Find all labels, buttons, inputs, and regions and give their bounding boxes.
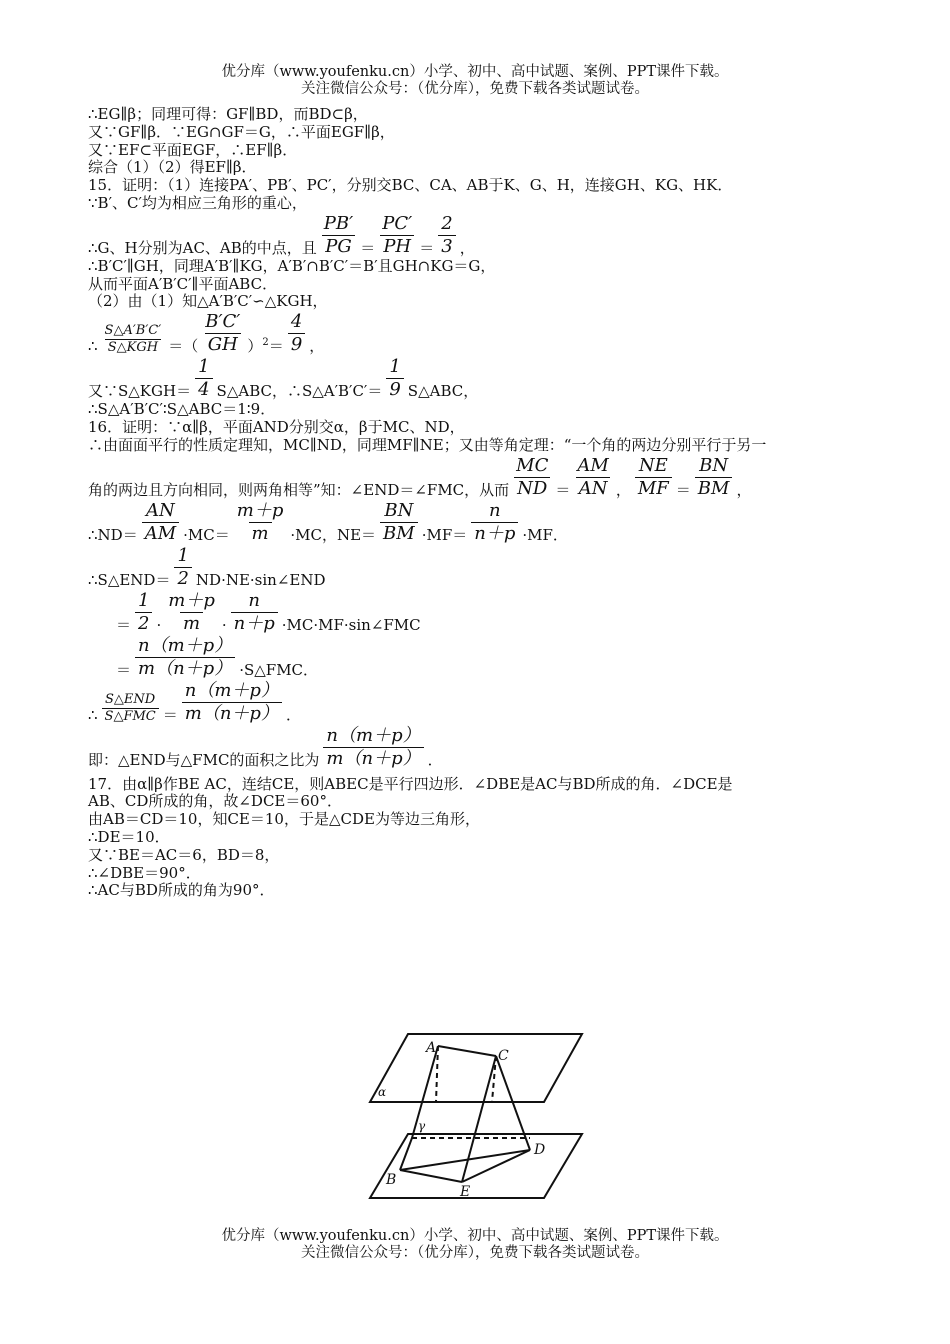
text-line: ∵B′、C′均为相应三角形的重心， (88, 193, 307, 212)
fraction-bn-bm-2: $\frac{BN}{BM}$ (380, 500, 418, 545)
fraction-one-half: $\frac{1}{2}$ (174, 545, 191, 590)
fraction-mp-m: $\frac{m+p}{m}$ (236, 499, 284, 544)
problem-15-start: 15．证明：（1）连接PA′、PB′、PC′，分别交BC、CA、AB于K、G、H，连接GH、KG、HK． (88, 176, 733, 195)
text-line: ∴B′C′∥GH，同理A′B′∥KG，A′B′∩B′C′＝B′且GH∩KG＝G， (88, 256, 496, 275)
header-line-1: 优分库（www.youfenku.cn）小学、初中、高中试题、案例、PPT课件下载。 (221, 64, 729, 80)
conclusion-row: 即：△END与△FMC的面积之比为 $\frac{n(m+p)}{m(n+p)}$ ． (88, 724, 443, 769)
label-gamma: γ (418, 1119, 426, 1133)
text-line: 又∵EF⊂平面EGF，∴EF∥β． (88, 140, 298, 159)
fraction-result-3: $\frac{n(m+p)}{m(n+p)}$ (323, 725, 423, 770)
fraction-area-ratio: $\frac{S\triangle A'B'C'}{\text{S△KGH}}$ (104, 323, 162, 356)
fraction-result-2: $\frac{n(m+p)}{m(n+p)}$ (182, 680, 282, 725)
fraction-mp-m-2: $\frac{m+p}{m}$ (168, 589, 215, 634)
segment-c-e (462, 1056, 496, 1182)
text-line: 又∵GF∥β．∵EG∩GF＝G，∴平面EGF∥β， (88, 122, 395, 141)
fraction-n-np-2: $\frac{n}{n+p}$ (231, 590, 278, 635)
text-line: 又∵BE＝AC＝6，BD＝8， (88, 845, 280, 864)
text-line: 从而平面A′B′C′∥平面ABC． (88, 274, 278, 293)
label-d: D (534, 1142, 546, 1158)
fraction-pb-pg: $\frac{PB'}{PG}$ (323, 212, 354, 257)
problem-16-start: 16．证明：∵α∥β，平面AND分别交α，β于MC、ND， (88, 417, 465, 436)
area-end-result-row: ＝ $\frac{n(m+p)}{m(n+p)}$ ·S△FMC． (116, 634, 319, 679)
text-line: 由AB＝CD＝10，知CE＝10，于是△CDE为等边三角形， (88, 810, 480, 829)
text-line: ∴S△A′B′C′∶S△ABC＝1∶9． (88, 400, 276, 419)
centroid-ratio-row: ∴G、H分别为AC、AB的中点，且 $\frac{PB'}{PG}$ ＝ $\frac{PC'}{PH}$ ＝ $\frac{2}{3}$ ， (88, 212, 475, 257)
text-line: （2）由（1）知△A′B′C′∽△KGH， (88, 292, 328, 311)
text-line: ∴由面面平行的性质定理知，MC∥ND，同理MF∥NE；又由等角定理：“一个角的两边分别平行于另一 (88, 435, 767, 454)
text-line: ∴AC与BD所成的角为90°． (88, 881, 275, 900)
geometry-figure (368, 1030, 584, 1202)
fraction-bc-gh: $\frac{B'C'}{GH}$ (205, 311, 241, 356)
text-line: AB、CD所成的角，故∠DCE＝60°． (88, 792, 342, 811)
text-line: ∴∠DBE＝90°． (88, 863, 201, 882)
segment-a-c (438, 1046, 496, 1056)
footer-line-2: 关注微信公众号：（优分库），免费下载各类试题试卷。 (301, 1245, 649, 1261)
fraction-two-thirds: $\frac{2}{3}$ (438, 213, 455, 258)
area-ratio-final-row: ∴ $\frac{\text{S△END}}{\text{S△FMC}}$ ＝ $\frac{n(m+p)}{m(n+p)}$ ． (88, 679, 301, 724)
text-line: ∴DE＝10． (88, 827, 170, 846)
area-ratio-row: ∴ $\frac{S\triangle A'B'C'}{\text{S△KGH}}$ ＝（ $\frac{B'C'}{GH}$ ）$^2$＝ $\frac{4}{9}$ ， (88, 311, 325, 356)
page-header (0, 64, 950, 98)
fraction-bn-bm: $\frac{BN}{BM}$ (695, 455, 733, 500)
area-end-row: ∴S△END＝ $\frac{1}{2}$ ND·NE·sin∠END (88, 544, 326, 589)
fraction-one-ninth: $\frac{1}{9}$ (386, 356, 403, 401)
text-line: ∴EG∥β；同理可得：GF∥BD，而BD⊂β， (88, 105, 368, 123)
label-alpha: α (378, 1085, 387, 1099)
label-a: A (426, 1040, 437, 1056)
plane-alpha (370, 1034, 582, 1102)
label-b: B (386, 1172, 397, 1188)
fraction-am-an: $\frac{AM}{AN}$ (577, 454, 609, 499)
segment-a-b (400, 1046, 438, 1170)
fraction-n-np: $\frac{n}{n+p}$ (471, 500, 518, 545)
fraction-one-half-2: $\frac{1}{2}$ (135, 590, 152, 635)
area-relation-row: 又∵S△KGH＝ $\frac{1}{4}$ S△ABC，∴S△A′B′C′＝ $\frac{1}{9}$ S△ABC， (88, 356, 479, 401)
segment-e-b (400, 1170, 462, 1182)
text-span: ∴G、H分别为AC、AB的中点，且 (88, 238, 317, 257)
equal-angle-row: 角的两边且方向相同，则两角相等”知：∠END＝∠FMC，从而 $\frac{MC}{ND}$ ＝ $\frac{AM}{AN}$ ， $\frac{NE}{MF}$ ＝ $\frac{BN}{BM}$ ， (88, 454, 752, 499)
fraction-one-quarter: $\frac{1}{4}$ (195, 356, 212, 401)
fraction-area-end-fmc: $\frac{\text{S△END}}{\text{S△FMC}}$ (102, 692, 159, 725)
nd-ne-row: ∴ND＝ $\frac{AN}{AM}$ ·MC＝ $\frac{m+p}{m}$ ·MC，NE＝ $\frac{BN}{BM}$ ·MF＝ $\frac{n}{n+p}$ ·MF． (88, 499, 568, 544)
problem-17-start: 17．由α∥β作BE AC，连结CE，则ABEC是平行四边形．∠DBE是AC与BD所成的角．∠DCE是 (88, 774, 733, 793)
label-c: C (498, 1048, 509, 1064)
page-footer (0, 1228, 950, 1262)
solution-content (88, 106, 868, 900)
header-line-2: 关注微信公众号：（优分库），免费下载各类试题试卷。 (301, 81, 649, 97)
fraction-an-am: $\frac{AN}{AM}$ (142, 500, 179, 545)
fraction-ne-mf: $\frac{NE}{MF}$ (635, 455, 672, 500)
label-e: E (460, 1184, 471, 1200)
fraction-result: $\frac{n(m+p)}{m(n+p)}$ (135, 635, 235, 680)
text-line: 综合（1）（2）得EF∥β． (88, 158, 257, 177)
footer-line-1: 优分库（www.youfenku.cn）小学、初中、高中试题、案例、PPT课件下载。 (221, 1228, 729, 1244)
fraction-pc-ph: $\frac{PC'}{PH}$ (382, 212, 413, 257)
fraction-four-ninths: $\frac{4}{9}$ (288, 311, 305, 356)
fraction-mc-nd: $\frac{MC}{ND}$ (516, 454, 549, 499)
area-end-expansion-row: ＝ $\frac{1}{2}$ · $\frac{m+p}{m}$ · $\frac{n}{n+p}$ ·MC·MF·sin∠FMC (116, 589, 421, 634)
